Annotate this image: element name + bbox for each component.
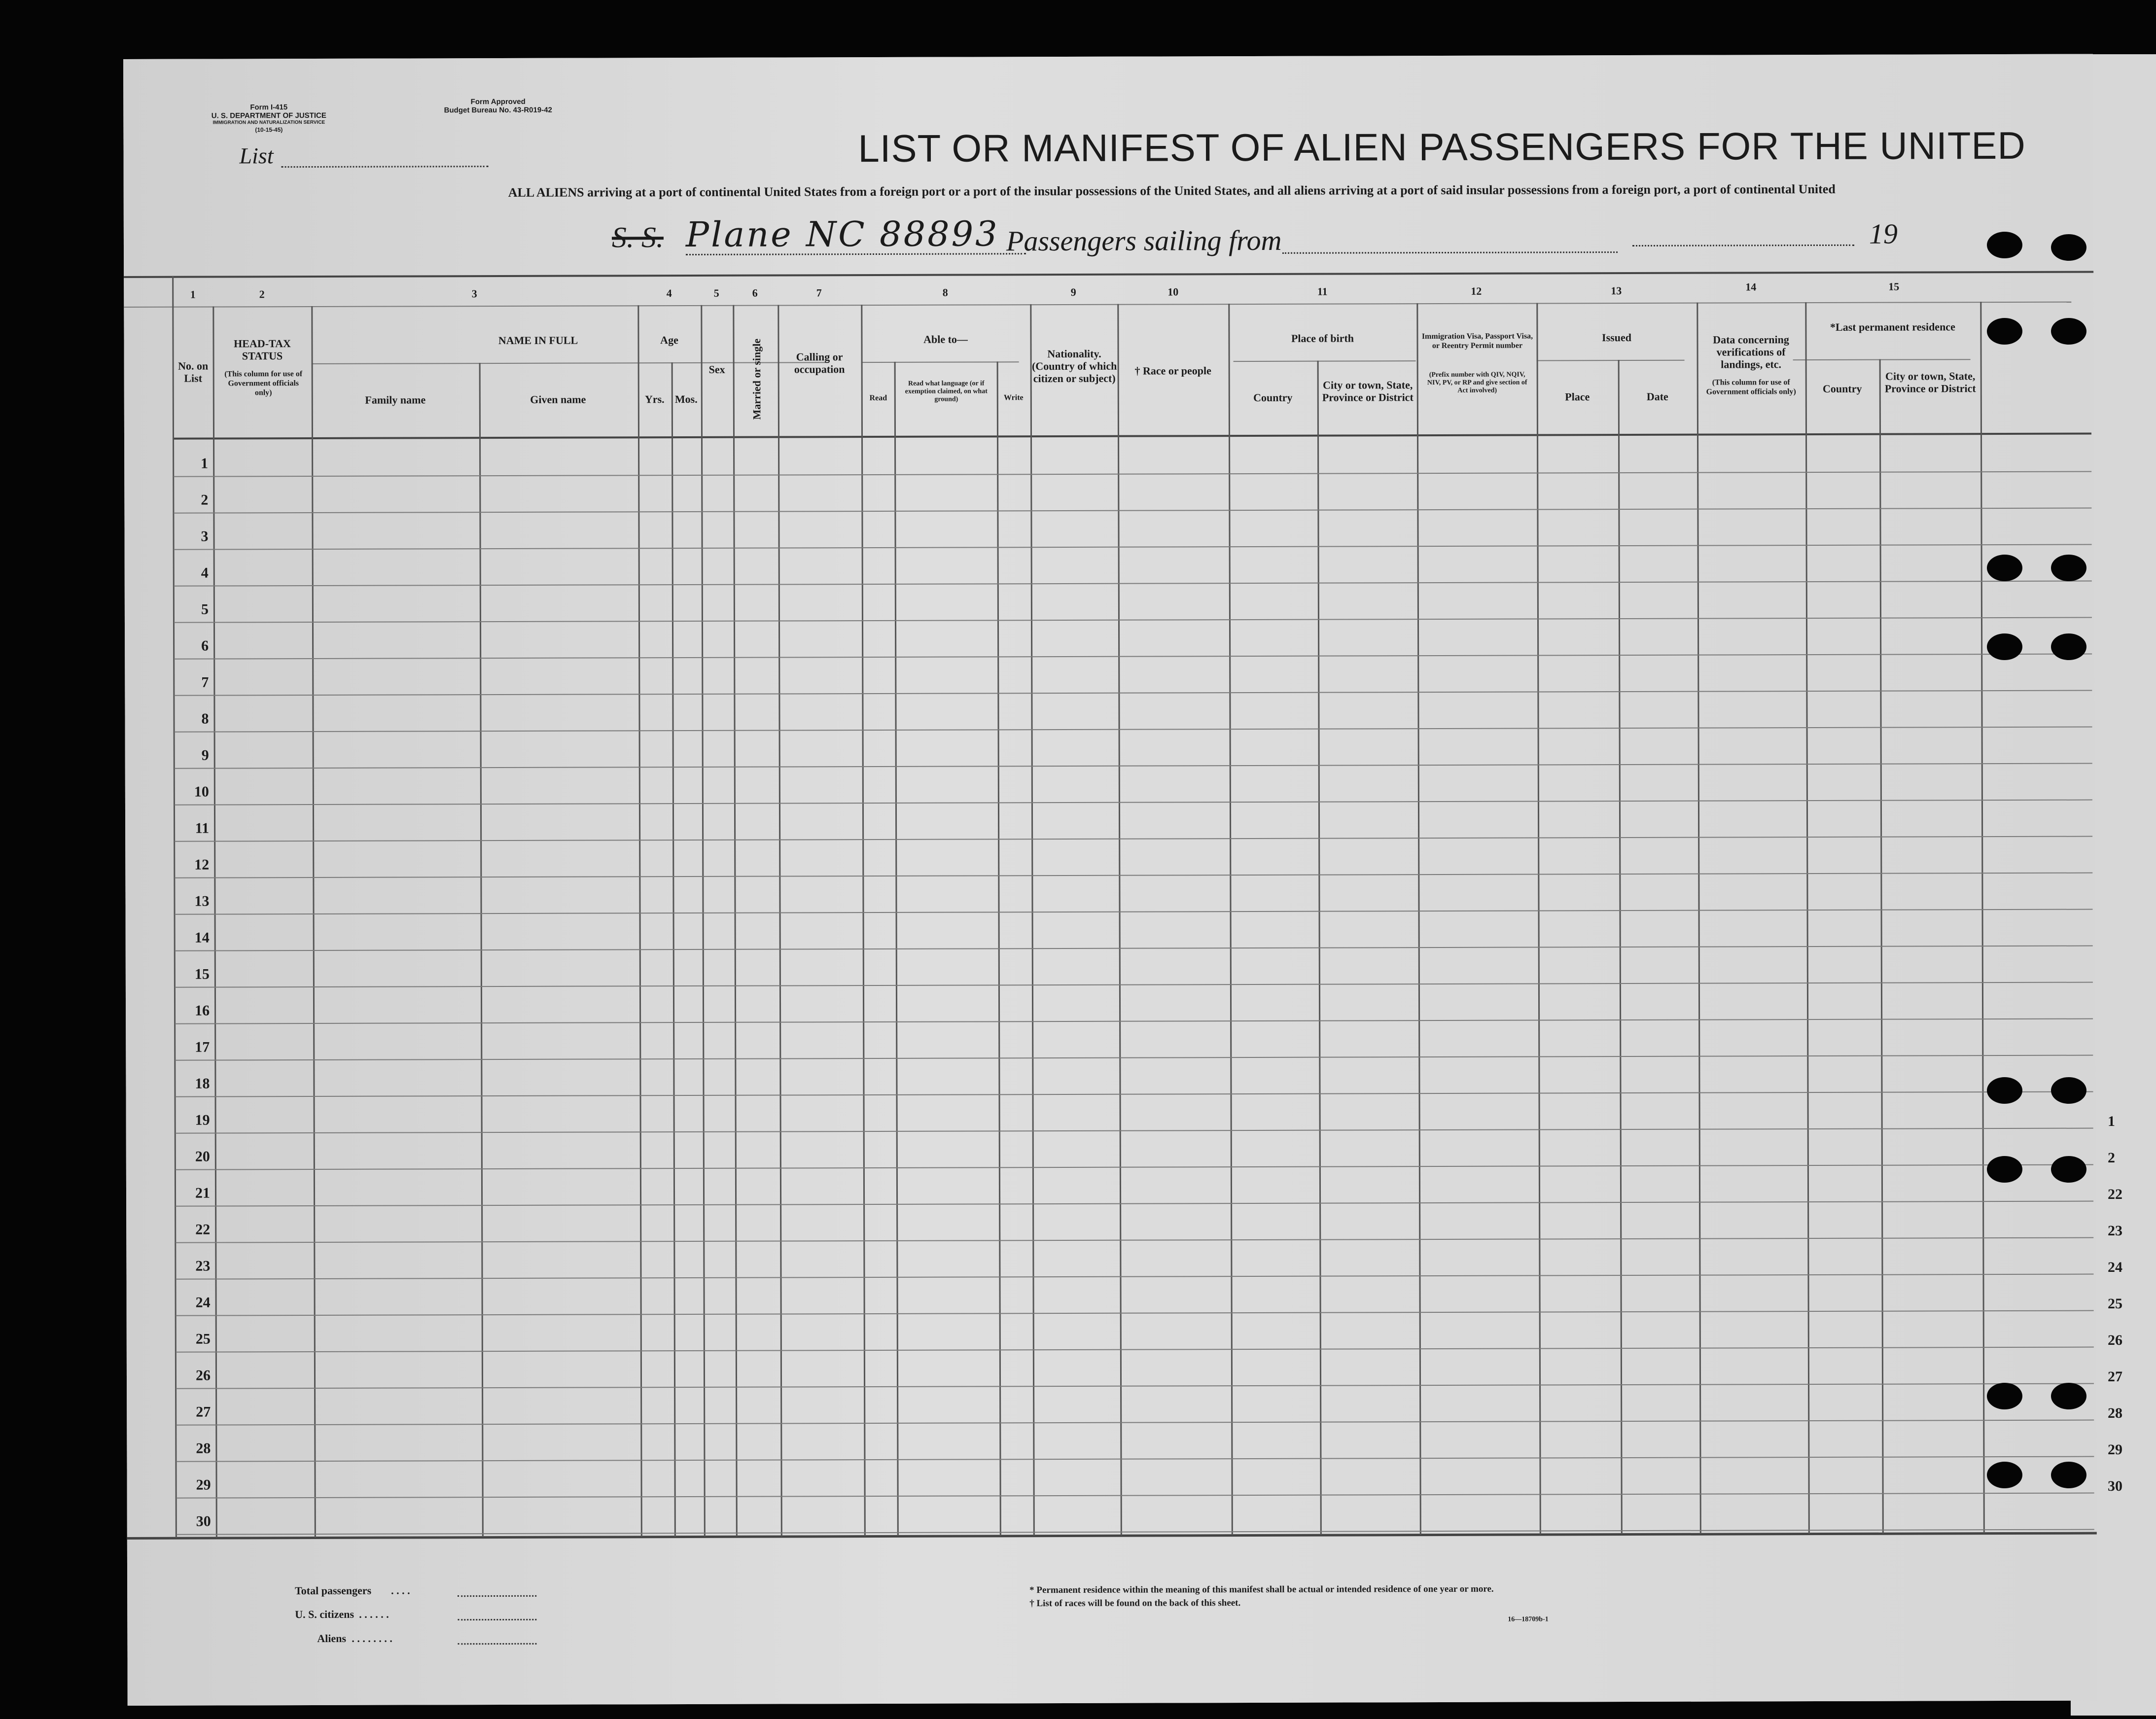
binding-hole	[1987, 318, 2022, 345]
adjacent-row-number: 24	[2108, 1259, 2122, 1275]
row-rule	[176, 1456, 2094, 1462]
able-subhead-rule	[861, 361, 1019, 363]
note-races: † List of races will be found on the back of this sheet.	[1029, 1598, 1241, 1609]
row-rule	[176, 1420, 2094, 1426]
column-number: 6	[752, 286, 758, 299]
binding-hole	[1987, 232, 2022, 258]
adjacent-row-number: 29	[2108, 1441, 2122, 1458]
total-passengers-field	[458, 1595, 536, 1597]
ship-field-line	[686, 253, 1026, 255]
header-family-name: Family name	[365, 393, 426, 406]
col-rule	[778, 305, 782, 1537]
row-number: 4	[201, 564, 209, 581]
row-rule	[175, 909, 2093, 915]
row-number: 15	[194, 966, 210, 982]
aliens-dots: . . . . . . . .	[352, 1632, 392, 1645]
header-issued-date: Date	[1646, 390, 1668, 403]
sailing-from-line	[1282, 251, 1618, 254]
header-issued: Issued	[1601, 331, 1631, 344]
form-number: Form I-415	[250, 103, 288, 112]
total-passengers-label: Total passengers	[295, 1584, 372, 1597]
row-number: 5	[201, 601, 209, 618]
adjacent-row-number: 1	[2108, 1113, 2115, 1129]
binding-hole	[2051, 1077, 2086, 1104]
form-date: (10-15-45)	[255, 126, 283, 134]
residence-subhead-rule	[1793, 359, 1971, 360]
col-rule	[1117, 304, 1122, 1536]
form-identification	[207, 103, 330, 135]
col-rule	[172, 276, 177, 1538]
row-number: 28	[196, 1440, 211, 1457]
row-rule	[175, 1055, 2093, 1061]
column-number: 14	[1745, 281, 1757, 293]
row-rule	[175, 1018, 2093, 1024]
row-rule	[176, 1237, 2093, 1243]
row-number: 9	[201, 747, 209, 764]
column-number: 9	[1070, 285, 1076, 298]
approved-label: Form Approved	[470, 97, 526, 106]
header-age: Age	[660, 334, 678, 347]
binding-hole	[2051, 555, 2086, 581]
row-number: 27	[196, 1403, 211, 1420]
column-number: 7	[816, 286, 822, 299]
column-number: 1	[190, 288, 196, 301]
row-rule	[175, 982, 2093, 988]
row-number: 24	[195, 1294, 211, 1311]
adjacent-row-number: 2	[2108, 1150, 2115, 1166]
print-code: 16—18709b-1	[1508, 1615, 1549, 1623]
department: U. S. DEPARTMENT OF JUSTICE	[211, 111, 326, 120]
row-number: 23	[195, 1258, 211, 1274]
row-rule	[176, 1164, 2093, 1170]
col-rule	[733, 305, 738, 1537]
row-rule	[176, 1347, 2094, 1353]
col-rule	[1030, 304, 1035, 1536]
row-number: 16	[195, 1002, 210, 1019]
binding-hole	[1987, 1077, 2022, 1104]
row-rule	[174, 471, 2091, 477]
column-number: 5	[713, 286, 719, 299]
binding-hole	[2051, 1383, 2086, 1409]
row-rule	[174, 690, 2092, 696]
row-number: 18	[195, 1075, 210, 1092]
date-line	[1632, 245, 1854, 246]
ship-prefix: S. S.	[611, 221, 664, 254]
binding-hole	[1987, 1462, 2022, 1488]
row-rule	[174, 508, 2091, 514]
col-rule	[637, 305, 642, 1537]
binding-hole	[2051, 234, 2086, 261]
header-visa: Immigration Visa, Passport Visa, or Reentry Permit number	[1421, 332, 1533, 351]
row-number: 8	[201, 710, 209, 727]
row-rule	[174, 581, 2092, 587]
row-rule	[176, 1128, 2093, 1134]
adjacent-row-number: 23	[2108, 1223, 2122, 1239]
row-rule	[174, 654, 2092, 660]
row-number: 6	[201, 637, 209, 654]
col-rule	[861, 305, 866, 1536]
page-title: LIST OR MANIFEST OF ALIEN PASSENGERS FOR THE UNITED	[858, 123, 2026, 171]
row-rule	[175, 727, 2092, 733]
list-label: List	[239, 143, 274, 169]
row-rule	[176, 1383, 2094, 1389]
col-rule	[1228, 304, 1233, 1535]
header-able-to: Able to—	[923, 333, 968, 346]
row-number: 14	[194, 929, 210, 946]
header-pob-city: City or town, State, Province or District	[1322, 379, 1414, 404]
binding-hole	[2051, 1462, 2086, 1488]
us-citizens-dots: . . . . . .	[359, 1608, 389, 1620]
header-married: Married or single	[750, 338, 763, 420]
row-rule	[176, 1091, 2093, 1097]
page-subtitle: ALL ALIENS arriving at a port of continental United States from a foreign port or a port of the insular possessions of the United States, and all aliens arriving at a port of said insular possessions from a foreign port, a port of continental United	[508, 181, 1836, 200]
aliens-label: Aliens	[317, 1632, 347, 1645]
aliens-field	[458, 1643, 536, 1645]
col-rule	[1805, 302, 1810, 1534]
manifest-page	[123, 54, 2097, 1706]
header-no-on-list: No. on List	[178, 359, 209, 385]
row-rule	[177, 1493, 2094, 1499]
column-number: 12	[1471, 284, 1482, 297]
row-number: 20	[195, 1148, 210, 1165]
row-rule	[174, 544, 2092, 550]
list-field-line	[282, 166, 489, 168]
col-rule	[1980, 302, 1985, 1533]
column-number: 15	[1888, 280, 1900, 293]
adjacent-row-number: 30	[2108, 1478, 2122, 1494]
header-head-tax-note: (This column for use of Government officials only)	[224, 370, 303, 397]
row-number: 22	[195, 1221, 211, 1238]
header-residence: *Last permanent residence	[1830, 320, 1955, 333]
header-months: Mos.	[674, 392, 698, 406]
row-rule	[174, 617, 2092, 623]
row-rule	[176, 1274, 2093, 1280]
col-rule	[1536, 303, 1541, 1534]
issued-subhead-rule	[1537, 360, 1685, 361]
adjacent-row-number: 26	[2108, 1332, 2122, 1348]
adjacent-row-number: 22	[2108, 1186, 2122, 1202]
col-rule	[1697, 303, 1701, 1534]
note-residence: * Permanent residence within the meaning of this manifest shall be actual or intended residence of one year or more.	[1029, 1583, 1494, 1596]
adjacent-row-number: 28	[2108, 1405, 2122, 1421]
binding-hole	[1987, 1156, 2022, 1183]
row-number: 30	[196, 1513, 211, 1530]
header-issued-place: Place	[1565, 390, 1590, 403]
row-rule	[176, 1201, 2093, 1207]
row-rule	[175, 763, 2092, 769]
service: IMMIGRATION AND NATURALIZATION SERVICE	[212, 119, 325, 126]
binding-hole	[2051, 633, 2086, 660]
us-citizens-field	[458, 1619, 536, 1620]
row-number: 1	[201, 455, 209, 472]
header-read: Read	[869, 393, 887, 403]
col-rule	[212, 307, 217, 1538]
row-number: 2	[201, 491, 209, 508]
row-number: 10	[194, 783, 209, 800]
header-head-tax: HEAD-TAX STATUS	[234, 337, 291, 362]
binding-hole	[1987, 1383, 2022, 1409]
row-number: 29	[196, 1476, 211, 1493]
total-passengers-dots: . . . .	[391, 1584, 410, 1597]
adjacent-row-number: 27	[2108, 1368, 2122, 1385]
budget-bureau: Budget Bureau No. 43-R019-42	[444, 105, 552, 115]
colnum-rule	[124, 302, 2071, 308]
column-number: 8	[942, 286, 948, 299]
us-citizens-label: U. S. citizens	[295, 1608, 354, 1621]
row-number: 17	[195, 1039, 210, 1055]
column-number: 11	[1317, 285, 1328, 298]
row-number: 12	[194, 856, 210, 873]
column-number: 10	[1167, 285, 1179, 298]
binding-hole	[1987, 555, 2022, 581]
pob-subhead-rule	[1234, 360, 1416, 362]
ship-name-handwritten: Plane NC 88893	[685, 213, 999, 255]
row-rule	[175, 800, 2092, 806]
header-write: Write	[1003, 393, 1024, 402]
header-race: † Race or people	[1134, 364, 1211, 377]
header-landings-note: (This column for use of Government officials only)	[1706, 378, 1796, 396]
header-res-country: Country	[1822, 382, 1862, 395]
year-prefix: 19	[1869, 217, 1898, 250]
col-rule	[701, 305, 706, 1537]
row-number: 13	[194, 893, 210, 910]
column-number: 2	[259, 288, 265, 301]
row-number: 26	[195, 1367, 211, 1384]
header-name-in-full: NAME IN FULL	[498, 334, 578, 347]
table-top-rule	[124, 271, 2093, 278]
header-nationality: Nationality. (Country of which citizen or subject)	[1031, 347, 1117, 385]
binding-hole	[2051, 1156, 2086, 1183]
row-rule	[175, 873, 2092, 878]
sailing-label: Passengers sailing from	[1006, 224, 1282, 257]
row-number: 7	[201, 674, 209, 691]
row-number: 3	[201, 528, 209, 545]
header-given-name: Given name	[530, 393, 586, 406]
header-landings: Data concerning verifications of landings, etc.	[1713, 333, 1789, 371]
column-number: 4	[666, 287, 672, 300]
col-rule	[311, 306, 316, 1538]
row-number: 25	[195, 1331, 211, 1347]
header-place-of-birth: Place of birth	[1291, 332, 1354, 345]
row-rule	[175, 946, 2093, 951]
binding-hole	[2051, 318, 2086, 345]
header-read-language: Read what language (or if exemption claimed, on what ground)	[905, 380, 988, 403]
header-years: Yrs.	[644, 393, 665, 406]
col-rule	[1416, 303, 1421, 1535]
header-calling: Calling or occupation	[794, 351, 845, 376]
header-sex: Sex	[708, 363, 725, 376]
header-pob-country: Country	[1253, 391, 1293, 404]
row-number: 11	[195, 820, 210, 837]
header-visa-note: (Prefix number with QIV, NQIV, NIV, PV, or RP and give section of Act involved)	[1427, 371, 1527, 394]
name-subhead-rule	[312, 362, 765, 364]
row-number: 19	[195, 1112, 210, 1128]
form-approval	[434, 98, 562, 115]
header-bottom-rule	[174, 433, 2091, 440]
binding-hole	[1987, 633, 2022, 660]
row-rule	[175, 836, 2092, 842]
row-number: 21	[195, 1185, 211, 1201]
column-number: 3	[471, 287, 477, 300]
row-rule	[176, 1310, 2094, 1316]
column-number: 13	[1611, 284, 1622, 297]
adjacent-row-number: 25	[2108, 1296, 2122, 1312]
header-res-city: City or town, State, Province or District	[1884, 370, 1976, 395]
